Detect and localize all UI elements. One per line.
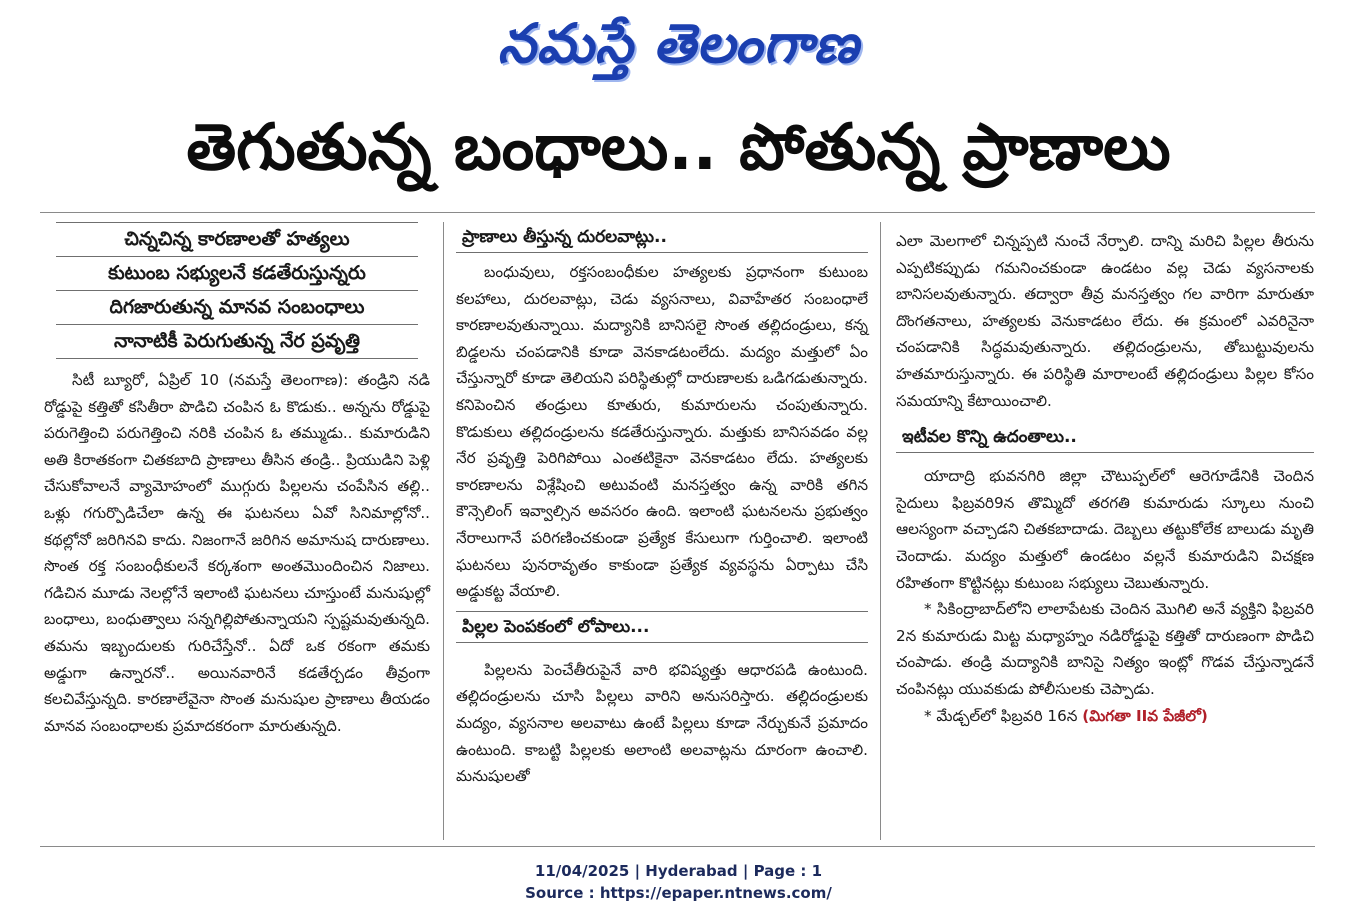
section-title-incidents: ఇటీవల కొన్ని ఉదంతాలు.. (896, 422, 1314, 453)
column3-paragraph-4-text: * మేడ్చల్‌లో ఫిబ్రవరి 16న (924, 706, 1078, 725)
column-divider-1 (443, 222, 444, 840)
column-1 (44, 222, 430, 739)
column-3 (896, 228, 1314, 729)
masthead (0, 4, 1357, 88)
subhead-4: నానాటికీ పెరుగుతున్న నేర ప్రవృత్తి (56, 324, 418, 359)
section-text-addictions: బంధువులు, రక్తసంబంధీకుల హత్యలకు ప్రధానంగా కుటుంబ కలహాలు, దురలవాట్లు, చెడు వ్యసనాలు, వివాహేతర సంబంధాలే కారణాలవుతున్నాయి. మద్యానికి బానిసలై సొంత తల్లిదండ్రులు, కన్న బిడ్డలను చంపడానికి కూడా వెనకాడటంలేదు. మద్యం మత్తులో ఏం చేస్తున్నారో కూడా తెలియని పరిస్థితుల్లో దారుణాలకు ఒడిగడుతున్నారు. కనిపెంచిన తండ్రులు కూతురు, కుమారులను చంపుతున్నారు. కొడుకులు తల్లిదండ్రులను కడతేరుస్తున్నారు. మత్తుకు బానిసవడం వల్ల నేర ప్రవృత్తి పెరిగిపోయి ఎంతటికైనా వెనకాడటం లేదు. హత్యలకు కారణాలను విశ్లేషించి అటువంటి మనస్తత్వం ఉన్న వారికి తగిన కౌన్సెలింగ్ ఇవ్వాల్సిన అవసరం ఉంది. ఇలాంటి ఘటనలను ప్రభుత్వం నేరాలుగానే పరిగణించకుండా ప్రత్యేక కేసులుగా గుర్తించాలి. ఇలాంటి ఘటనలు పునరావృతం కాకుండా ప్రత్యేక వ్యవస్థను ఏర్పాటు చేసి అడ్డుకట్ట వేయాలి. (456, 263, 868, 601)
column3-paragraph-2: యాదాద్రి భువనగిరి జిల్లా చౌటుప్పల్‌లో ఆరెగూడేనికి చెందిన సైదులు ఫిబ్రవరి9న తొమ్మిదో తరగతి కుమారుడు స్కూలు నుంచి ఆలస్యంగా వచ్చాడని చితకబాదాడు. దెబ్బలు తట్టుకోలేక బాలుడు మృతి చెందాడు. మద్యం మత్తులో ఉండటం వల్లనే కుమారుడిని విచక్షణ రహితంగా కొట్టినట్లు కుటుంబ సభ్యులు చెబుతున్నారు. (896, 467, 1314, 592)
column3-paragraph-4 (896, 703, 1314, 730)
section-text-parenting: పిల్లలను పెంచేతీరుపైనే వారి భవిష్యత్తు ఆధారపడి ఉంటుంది. తల్లిదండ్రులను చూసి పిల్లలు వారిని అనుసరిస్తారు. తల్లిదండ్రులకు మద్యం, వ్యసనాల అలవాటు ఉంటే పిల్లలు కూడా నేర్చుకునే ప్రమాదం ఉంటుంది. కాబట్టి పిల్లలకు అలాంటి అలవాట్లను దూరంగా ఉంచాలి. మనుషులతో (456, 660, 868, 786)
top-rule (40, 212, 1315, 213)
column-2 (456, 222, 868, 790)
masthead-title: నమస్తే తెలంగాణ (497, 12, 860, 75)
column3-paragraph-3: * సికింద్రాబాద్‌లోని లాలాపేటకు చెందిన మొగిలి అనే వ్యక్తిని ఫిబ్రవరి 2న కుమారుడు మిట్ట మధ్యాహ్నం నడిరోడ్డుపై కత్తితో దారుణంగా పొడిచి చంపాడు. తండ్రి మద్యానికి బానిసై నిత్యం ఇంట్లో గొడవ చేస్తున్నాడనే చంపినట్లు యువకుడు పోలీసులకు చెప్పాడు. (896, 600, 1314, 698)
section-title-parenting: పిల్లల పెంపకంలో లోపాలు... (456, 611, 868, 643)
column3-paragraph-1: ఎలా మెలగాలో చిన్నప్పటి నుంచే నేర్పాలి. దాన్ని మరిచి పిల్లల తీరును ఎప్పటికప్పుడు గమనించకుండా ఉండటం వల్ల చెడు వ్యసనాలకు బానిసలవుతున్నారు. తద్వారా తీవ్ర మనస్తత్వం గల వారిగా మారుతూ దొంగతనాలు, హత్యలకు వెనుకాడటం లేదు. ఈ క్రమంలో ఎవరినైనా చంపడానికి సిద్ధమవుతున్నారు. తల్లిదండ్రులను, తోబుట్టువులను హతమారుస్తున్నారు. ఈ పరిస్థితి మారాలంటే తల్లిదండ్రులు పిల్లల కోసం సమయాన్ని కేటాయించాలి. (896, 232, 1314, 410)
footer-dateline: 11/04/2025 | Hyderabad | Page : 1 (534, 862, 823, 880)
column-divider-2 (880, 222, 881, 840)
continued-note: (మిగతా IIవ పేజీలో) (1082, 706, 1208, 725)
section-title-addictions: ప్రాణాలు తీస్తున్న దురలవాట్లు.. (456, 222, 868, 253)
bottom-rule (40, 846, 1315, 847)
lead-paragraph: సిటీ బ్యూరో, ఏప్రిల్ 10 (నమస్తే తెలంగాణ): తండ్రిని నడి రోడ్డుపై కత్తితో కసితీరా పొడిచి చంపిన ఓ కొడుకు.. అన్నను రోడ్డుపై పరుగెత్తించి పరుగెత్తించి నరికి చంపిన ఓ తమ్ముడు.. కుమారుడిని అతి కిరాతకంగా చితకబాది ప్రాణాలు తీసిన తండ్రి.. ప్రియుడిని పెళ్లి చేసుకోవాలనే వ్యామోహంలో ముగ్గురు పిల్లలను చంపేసిన తల్లి.. ఒళ్లు గగుర్పొడిచేలా ఉన్న ఈ ఘటనలు ఏవో సినిమాల్లోనో.. కథల్లోనో జరిగినవి కాదు. నిజంగానే జరిగిన అమానుష దారుణాలు. సొంత రక్త సంబంధీకులనే కర్కశంగా అంతమొందించిన నిజాలు. గడిచిన మూడు నెలల్లోనే ఇలాంటి ఘటనలు చూస్తుంటే మనుషుల్లో బంధాలు, బంధుత్వాలు సన్నగిల్లిపోతున్నాయని స్పష్టమవుతున్నది. తమను ఇబ్బందులకు గురిచేస్తేనో.. ఏదో ఒక రకంగా తమకు అడ్డుగా ఉన్నారనో.. అయినవారినే కడతేర్చడం తీవ్రంగా కలచివేస్తున్నది. కారణాలేవైనా సొంత మనుషుల ప్రాణాలు తీయడం మానవ సంబంధాలకు ప్రమాదకరంగా మారుతున్నది. (44, 371, 430, 735)
subhead-3: దిగజారుతున్న మానవ సంబంధాలు (56, 290, 418, 324)
footer-source: Source : https://epaper.ntnews.com/ (525, 884, 832, 902)
subhead-1: చిన్నచిన్న కారణాలతో హత్యలు (56, 222, 418, 256)
headline: తెగుతున్న బంధాలు.. పోతున్న ప్రాణాలు (186, 111, 1171, 185)
subhead-2: కుటుంబ సభ్యులనే కడతేరుస్తున్నరు (56, 256, 418, 290)
